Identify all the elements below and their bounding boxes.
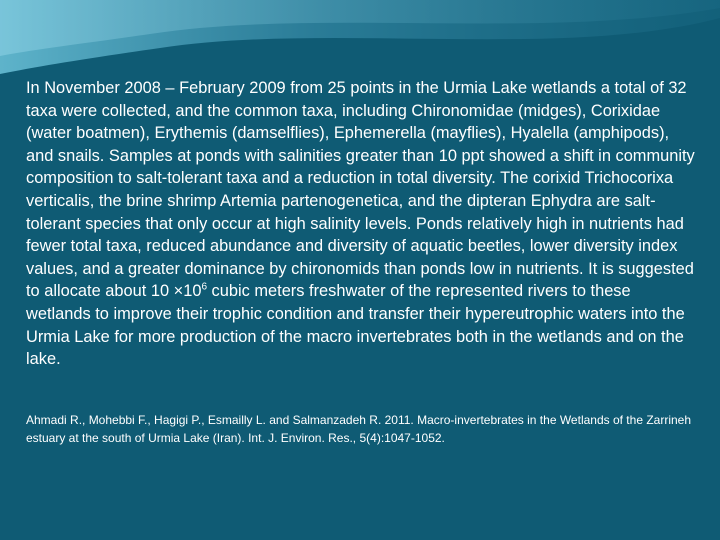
abstract-text-part2: cubic meters freshwater of the represented rivers to these wetlands to improve their trophic condition and transfer their hypereutrophic waters into the Urmia Lake for more production of the macro invertebrates both in the wetlands and on the lake. — [26, 282, 685, 369]
exponent-superscript: 6 — [201, 281, 207, 293]
abstract-paragraph — [26, 77, 698, 371]
abstract-text-part1: In November 2008 – February 2009 from 25 points in the Urmia Lake wetlands a total of 32 taxa were collected, and the common taxa, including Chironomidae (midges), Corixidae (water boatmen), Erythemis (damselflies), Ephemerella (mayflies), Hyalella (amphipods), and snails. Samples at ponds with salinities greater than 10 ppt showed a shift in community composition to salt-tolerant taxa and a reduction in total diversity. The corixid Trichocorixa verticalis, the brine shrimp Artemia partenogenetica, and the dipteran Ephydra are salt-tolerant species that only occur at high salinity levels. Ponds relatively high in nutrients had fewer total taxa, reduced abundance and diversity of aquatic beetles, lower diversity index values, and a greater dominance by chironomids than ponds low in nutrients. It is suggested to allocate about 10 ×10 — [26, 79, 695, 301]
citation-reference: Ahmadi R., Mohebbi F., Hagigi P., Esmailly L. and Salmanzadeh R. 2011. Macro-invertebrates in the Wetlands of the Zarrineh estuary at the south of Urmia Lake (Iran). Int. J. Environ. Res., 5(4):1047-1052. — [26, 413, 692, 445]
